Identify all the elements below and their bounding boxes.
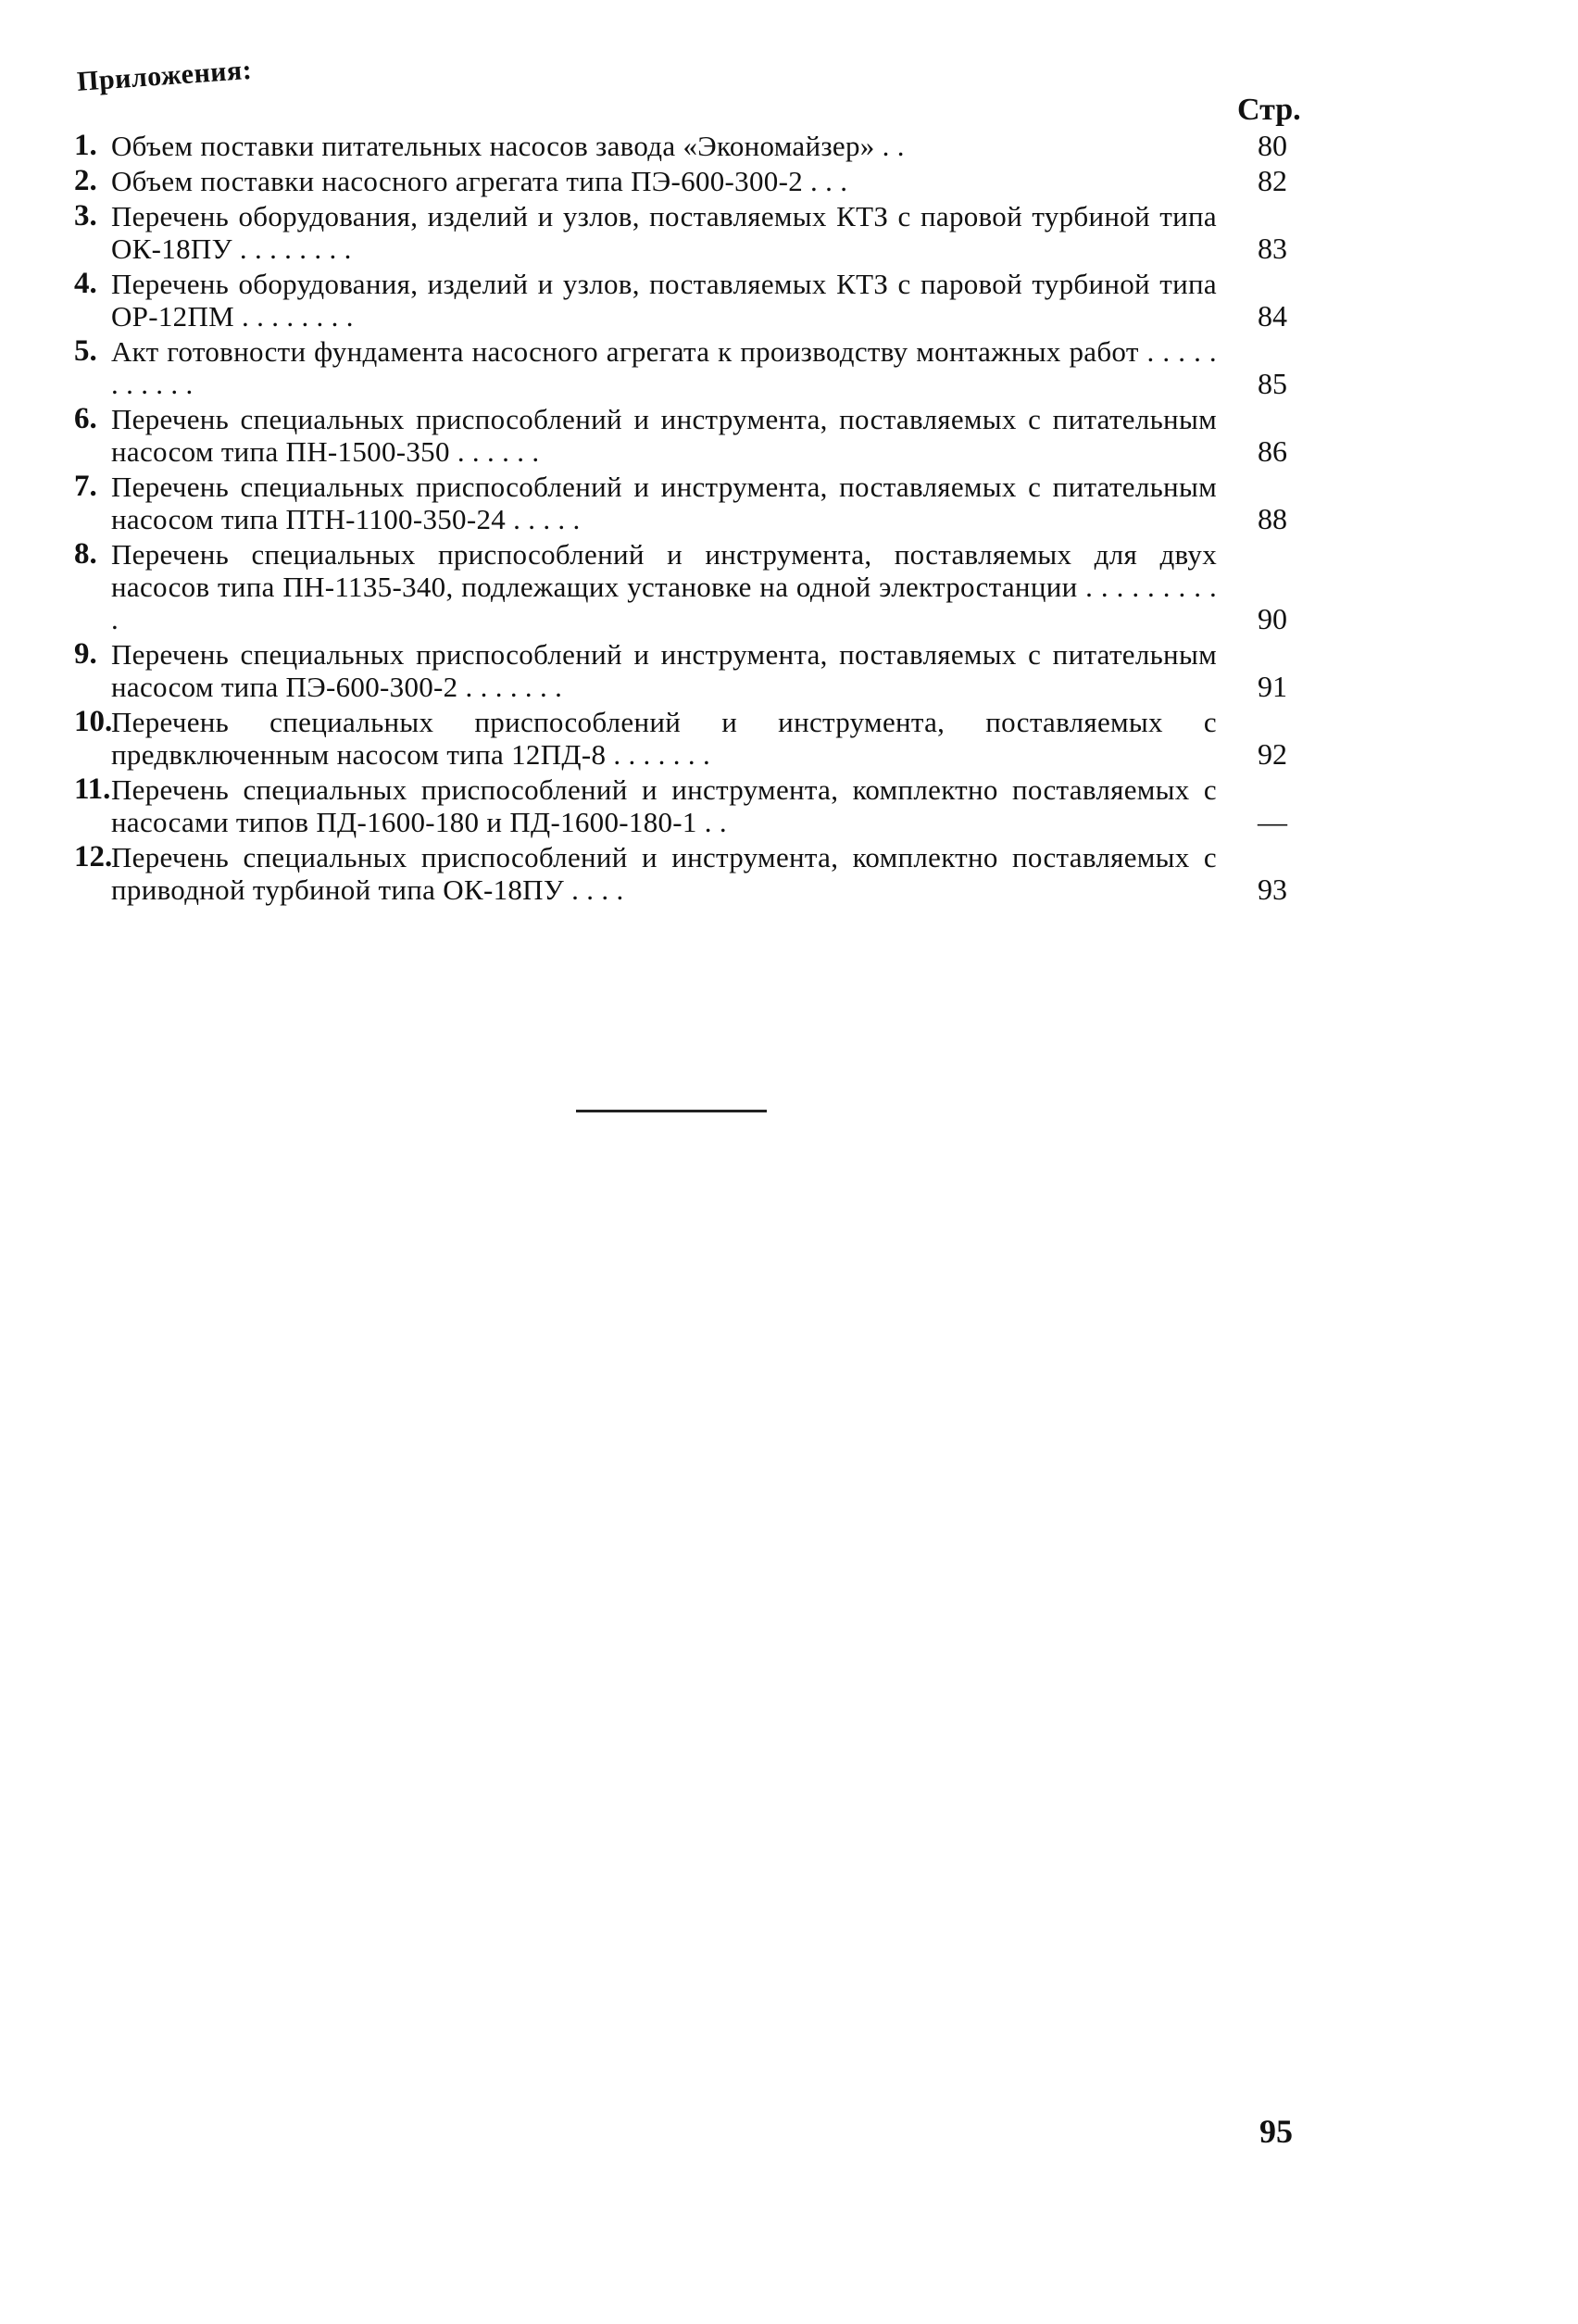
toc-entry[interactable] <box>74 164 1287 197</box>
entry-title: Перечень специальных приспособлений и инструмента, поставляемых с питательным насосом типа ПТН-1100-350-24 . . . . . <box>111 471 1217 535</box>
table-of-contents <box>74 129 1287 909</box>
entry-page: 85 <box>1258 367 1287 400</box>
entry-number: 5. <box>74 334 97 368</box>
entry-number: 9. <box>74 637 97 671</box>
section-divider <box>576 1110 767 1112</box>
entry-title: Перечень оборудования, изделий и узлов, поставляемых КТЗ с паровой турбиной типа ОР-12ПМ . . . . . . . . <box>111 268 1217 333</box>
toc-entry[interactable] <box>74 705 1287 771</box>
toc-entry[interactable] <box>74 773 1287 838</box>
entry-title: Перечень специальных приспособлений и инструмента, комплектно поставляемых с приводной турбиной типа ОК-18ПУ . . . . <box>111 841 1217 906</box>
toc-entry[interactable] <box>74 470 1287 535</box>
entry-number: 11. <box>74 773 111 806</box>
page-column-header: Стр. <box>1237 93 1301 127</box>
entry-page: 88 <box>1258 502 1287 535</box>
toc-entry[interactable] <box>74 199 1287 265</box>
entry-page: — <box>1258 805 1287 838</box>
entry-title: Перечень специальных приспособлений и инструмента, поставляемых для двух насосов типа ПН-1135-340, подлежащих установке на одной электростанции . . . . . . . . . . <box>111 538 1217 635</box>
entry-number: 3. <box>74 199 97 232</box>
entry-page: 93 <box>1258 873 1287 906</box>
entry-page: 82 <box>1258 164 1287 197</box>
entry-title: Перечень специальных приспособлений и инструмента, поставляемых с питательным насосом типа ПН-1500-350 . . . . . . <box>111 403 1217 468</box>
entry-page: 90 <box>1258 602 1287 635</box>
entry-number: 12. <box>74 840 113 873</box>
entry-page: 84 <box>1258 299 1287 333</box>
entry-number: 7. <box>74 470 97 503</box>
entry-page: 86 <box>1258 434 1287 468</box>
entry-number: 1. <box>74 129 97 162</box>
entry-title: Перечень специальных приспособлений и инструмента, поставляемых с предвключенным насосом типа 12ПД-8 . . . . . . . <box>111 706 1217 771</box>
toc-entry[interactable] <box>74 637 1287 703</box>
entry-title: Перечень специальных приспособлений и инструмента, поставляемых с питательным насосом типа ПЭ-600-300-2 . . . . . . . <box>111 638 1217 703</box>
entry-number: 8. <box>74 537 97 571</box>
toc-entry[interactable] <box>74 129 1287 162</box>
entry-title: Перечень специальных приспособлений и инструмента, комплектно поставляемых с насосами типов ПД-1600-180 и ПД-1600-180-1 . . <box>111 773 1217 838</box>
entry-number: 4. <box>74 267 97 300</box>
entry-title: Объем поставки питательных насосов завода «Экономайзер» . . <box>111 130 905 162</box>
entry-title: Акт готовности фундамента насосного агрегата к производству монтажных работ . . . . . . . . . . . <box>111 335 1217 400</box>
entry-title: Перечень оборудования, изделий и узлов, поставляемых КТЗ с паровой турбиной типа ОК-18ПУ . . . . . . . . <box>111 200 1217 265</box>
toc-entry[interactable] <box>74 537 1287 635</box>
page-number: 95 <box>1259 2113 1293 2150</box>
entry-number: 6. <box>74 402 97 435</box>
toc-entry[interactable] <box>74 840 1287 906</box>
entry-page: 83 <box>1258 232 1287 265</box>
toc-entry[interactable] <box>74 267 1287 333</box>
appendices-heading: Приложения: <box>76 54 254 97</box>
entry-number: 10. <box>74 705 113 738</box>
entry-page: 92 <box>1258 737 1287 771</box>
entry-page: 80 <box>1258 129 1287 162</box>
toc-entry[interactable] <box>74 402 1287 468</box>
entry-title: Объем поставки насосного агрегата типа ПЭ-600-300-2 . . . <box>111 165 848 197</box>
entry-page: 91 <box>1258 670 1287 703</box>
entry-number: 2. <box>74 164 97 197</box>
toc-entry[interactable] <box>74 334 1287 400</box>
